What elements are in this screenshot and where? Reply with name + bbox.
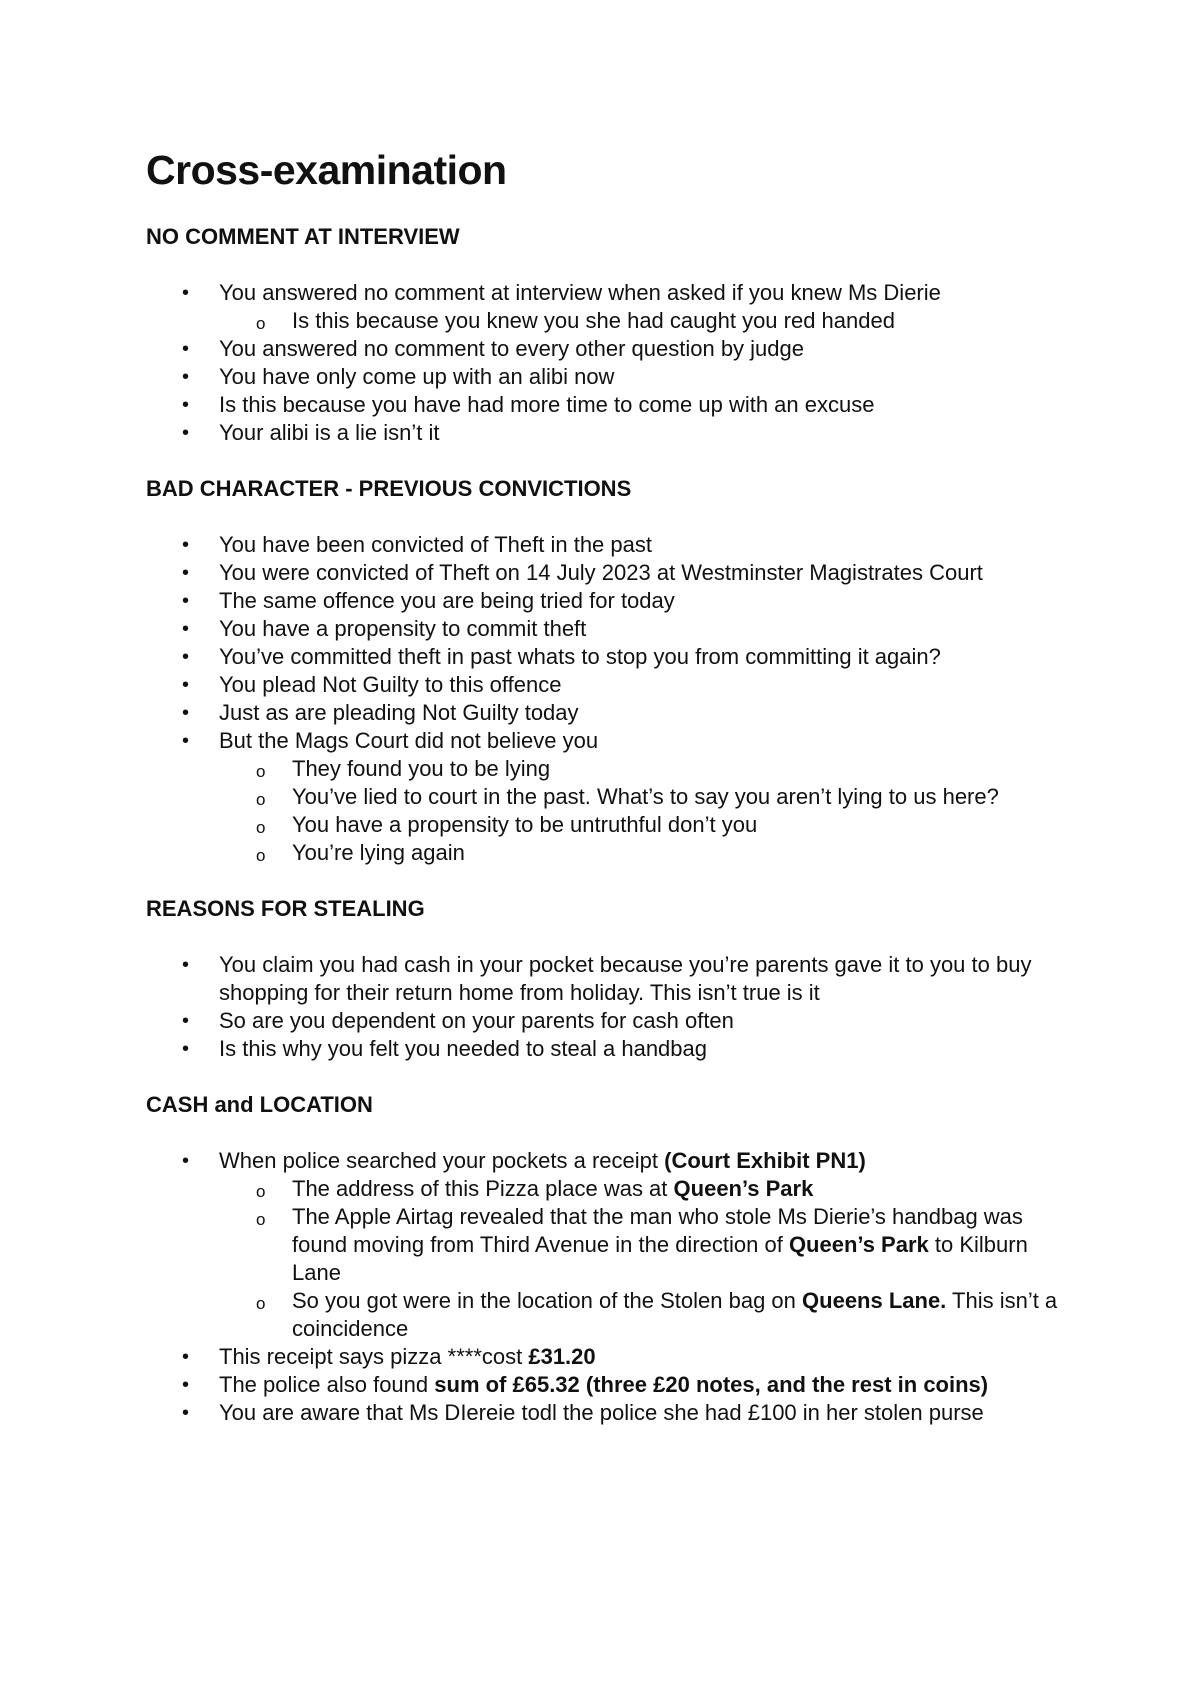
sub-list-item: o You have a propensity to be untruthful don’t you <box>219 811 1076 839</box>
list-item: • So are you dependent on your parents for cash often <box>182 1008 734 1033</box>
page-title: Cross-examination <box>146 147 507 193</box>
list-item: • Is this because you have had more time to come up with an excuse <box>182 392 875 417</box>
list-item: • You answered no comment to every other question by judge <box>182 336 804 361</box>
sub-list-item: o The address of this Pizza place was at Queen’s Park <box>219 1175 1076 1203</box>
sub-list <box>219 307 1076 335</box>
bullet-icon: • <box>182 394 190 416</box>
section-cash-and-location <box>146 1091 1076 1427</box>
bullet-list <box>146 951 1076 1063</box>
list-item: • You were convicted of Theft on 14 July 2023 at Westminster Magistrates Court <box>182 560 983 585</box>
list-item: • Just as are pleading Not Guilty today <box>182 700 579 725</box>
bullet-icon: • <box>182 702 190 724</box>
circle-bullet-icon: o <box>256 762 266 781</box>
list-item: • This receipt says pizza ****cost £31.20 <box>182 1344 596 1369</box>
section-no-comment <box>146 223 1076 447</box>
bullet-icon: • <box>182 366 190 388</box>
sub-list <box>219 1175 1076 1343</box>
bullet-icon: • <box>182 562 190 584</box>
list-item: • You have a propensity to commit theft <box>182 616 587 641</box>
section-bad-character <box>146 475 1076 867</box>
list-item: • When police searched your pockets a receipt (Court Exhibit PN1) o The address of this Pizza place was at Queen’s Park o The Apple Airtag revealed that the man who stole Ms Dierie’s handbag was found moving from Third Avenue in the direction of Queen’s Park to Kilburn Lane o So you got were in the location of the Stolen bag on Queens Lane. This isn’t a coincidence <box>146 1147 1076 1343</box>
list-item: • You plead Not Guilty to this offence <box>182 672 562 697</box>
bullet-icon: • <box>182 282 190 304</box>
bullet-icon: • <box>182 674 190 696</box>
circle-bullet-icon: o <box>256 846 266 865</box>
sub-list-item: o You’re lying again <box>219 839 1076 867</box>
bullet-icon: • <box>182 422 190 444</box>
list-item: • Is this why you felt you needed to steal a handbag <box>182 1036 707 1061</box>
sub-list-item: o So you got were in the location of the Stolen bag on Queens Lane. This isn’t a coincidence <box>256 1288 1058 1341</box>
bullet-list <box>146 1147 1076 1427</box>
bullet-icon: • <box>182 1374 190 1396</box>
circle-bullet-icon: o <box>256 790 266 809</box>
sub-list-item: o Is this because you knew you she had caught you red handed <box>219 307 1076 335</box>
section-reasons-for-stealing <box>146 895 1076 1063</box>
bullet-list <box>146 279 1076 447</box>
bullet-icon: • <box>182 1150 190 1172</box>
section-heading: REASONS FOR STEALING <box>146 896 425 921</box>
bullet-icon: • <box>182 1010 190 1032</box>
section-heading: NO COMMENT AT INTERVIEW <box>146 224 460 249</box>
bullet-icon: • <box>182 954 190 976</box>
bullet-icon: • <box>182 730 190 752</box>
list-item: • The same offence you are being tried for today <box>182 588 675 613</box>
list-item: • Your alibi is a lie isn’t it <box>182 420 440 445</box>
bullet-icon: • <box>182 646 190 668</box>
circle-bullet-icon: o <box>256 1210 266 1229</box>
list-item: • You have only come up with an alibi now <box>182 364 615 389</box>
sub-list <box>219 755 1076 867</box>
list-item: • You answered no comment at interview when asked if you knew Ms Dierie o Is this because you knew you she had caught you red handed <box>146 279 1076 335</box>
bullet-list <box>146 531 1076 867</box>
circle-bullet-icon: o <box>256 1182 266 1201</box>
circle-bullet-icon: o <box>256 1294 266 1313</box>
sub-list-item: o The Apple Airtag revealed that the man who stole Ms Dierie’s handbag was found moving from Third Avenue in the direction of Queen’s Park to Kilburn Lane <box>256 1204 1028 1285</box>
list-item: • The police also found sum of £65.32 (three £20 notes, and the rest in coins) <box>182 1372 989 1397</box>
list-item: • You are aware that Ms DIereie todl the police she had £100 in her stolen purse <box>182 1400 984 1425</box>
circle-bullet-icon: o <box>256 314 266 333</box>
bullet-icon: • <box>182 338 190 360</box>
sub-list-item: o You’ve lied to court in the past. What’s to say you aren’t lying to us here? <box>219 783 1076 811</box>
bullet-icon: • <box>182 1402 190 1424</box>
sub-list-item: o They found you to be lying <box>219 755 1076 783</box>
circle-bullet-icon: o <box>256 818 266 837</box>
bullet-icon: • <box>182 1038 190 1060</box>
list-item: • You have been convicted of Theft in the past <box>182 532 652 557</box>
list-item: • You claim you had cash in your pocket because you’re parents gave it to you to buy shopping for their return home from holiday. This isn’t true is it <box>182 952 1032 1005</box>
section-heading: CASH and LOCATION <box>146 1092 373 1117</box>
document-page <box>146 145 1076 1455</box>
bullet-icon: • <box>182 1346 190 1368</box>
bullet-icon: • <box>182 534 190 556</box>
bullet-icon: • <box>182 590 190 612</box>
list-item: • But the Mags Court did not believe you o They found you to be lying o You’ve lied to court in the past. What’s to say you aren’t lying to us here? o You have a propensity to be untruthful don’t you o You’re lying again <box>146 727 1076 867</box>
list-item: • You’ve committed theft in past whats to stop you from committing it again? <box>182 644 941 669</box>
section-heading: BAD CHARACTER - PREVIOUS CONVICTIONS <box>146 476 632 501</box>
bullet-icon: • <box>182 618 190 640</box>
